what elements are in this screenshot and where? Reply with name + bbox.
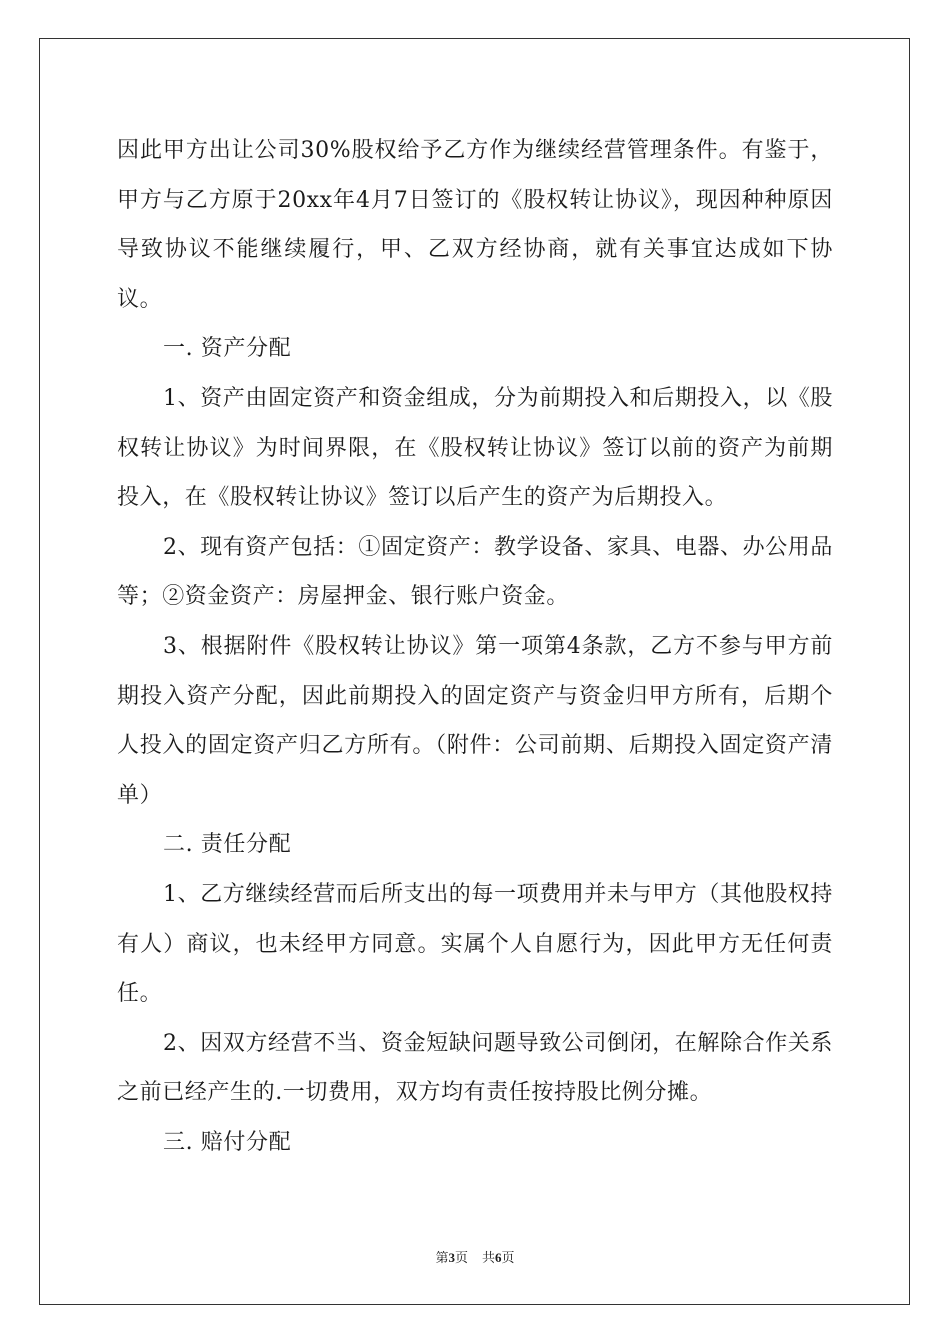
document-body: [117, 126, 833, 1167]
footer-total-suffix: 页: [501, 1251, 515, 1266]
paragraph-asset-3: 3、根据附件《股权转让协议》第一项第4条款，乙方不参与甲方前期投入资产分配，因此前期投入的固定资产与资金归甲方所有，后期个人投入的固定资产归乙方所有。（附件：公司前期、后期投入固定资产清单）: [117, 633, 833, 808]
section-heading-asset-allocation: 一. 资产分配: [163, 336, 292, 362]
paragraph-intro: 因此甲方出让公司30%股权给予乙方作为继续经营管理条件。有鉴于，甲方与乙方原于20xx年4月7日签订的《股权转让协议》，现因种种原因导致协议不能继续履行，甲、乙双方经协商，就有关事宜达成如下协议。: [117, 138, 833, 312]
footer-total-pages: 6: [495, 1250, 502, 1265]
page-footer: [0, 1247, 950, 1266]
footer-page-suffix: 页: [454, 1251, 468, 1266]
paragraph-asset-1: 1、资产由固定资产和资金组成，分为前期投入和后期投入，以《股权转让协议》为时间界限，在《股权转让协议》签订以前的资产为前期投入，在《股权转让协议》签订以后产生的资产为后期投入。: [117, 385, 833, 511]
section-heading-compensation-allocation: 三. 赔付分配: [163, 1129, 292, 1155]
paragraph-liability-1: 1、乙方继续经营而后所支出的每一项费用并未与甲方（其他股权持有人）商议，也未经甲方同意。实属个人自愿行为，因此甲方无任何责任。: [117, 881, 833, 1007]
paragraph-asset-2: 2、现有资产包括：①固定资产：教学设备、家具、电器、办公用品等；②资金资产：房屋押金、银行账户资金。: [117, 534, 833, 610]
footer-total-prefix: 共: [482, 1251, 496, 1266]
section-heading-liability-allocation: 二. 责任分配: [163, 832, 292, 858]
footer-page-number: 3: [448, 1250, 455, 1265]
footer-page-prefix: 第: [435, 1251, 449, 1266]
paragraph-liability-2: 2、因双方经营不当、资金短缺问题导致公司倒闭，在解除合作关系之前已经产生的.一切费用，双方均有责任按持股比例分摊。: [117, 1030, 833, 1106]
